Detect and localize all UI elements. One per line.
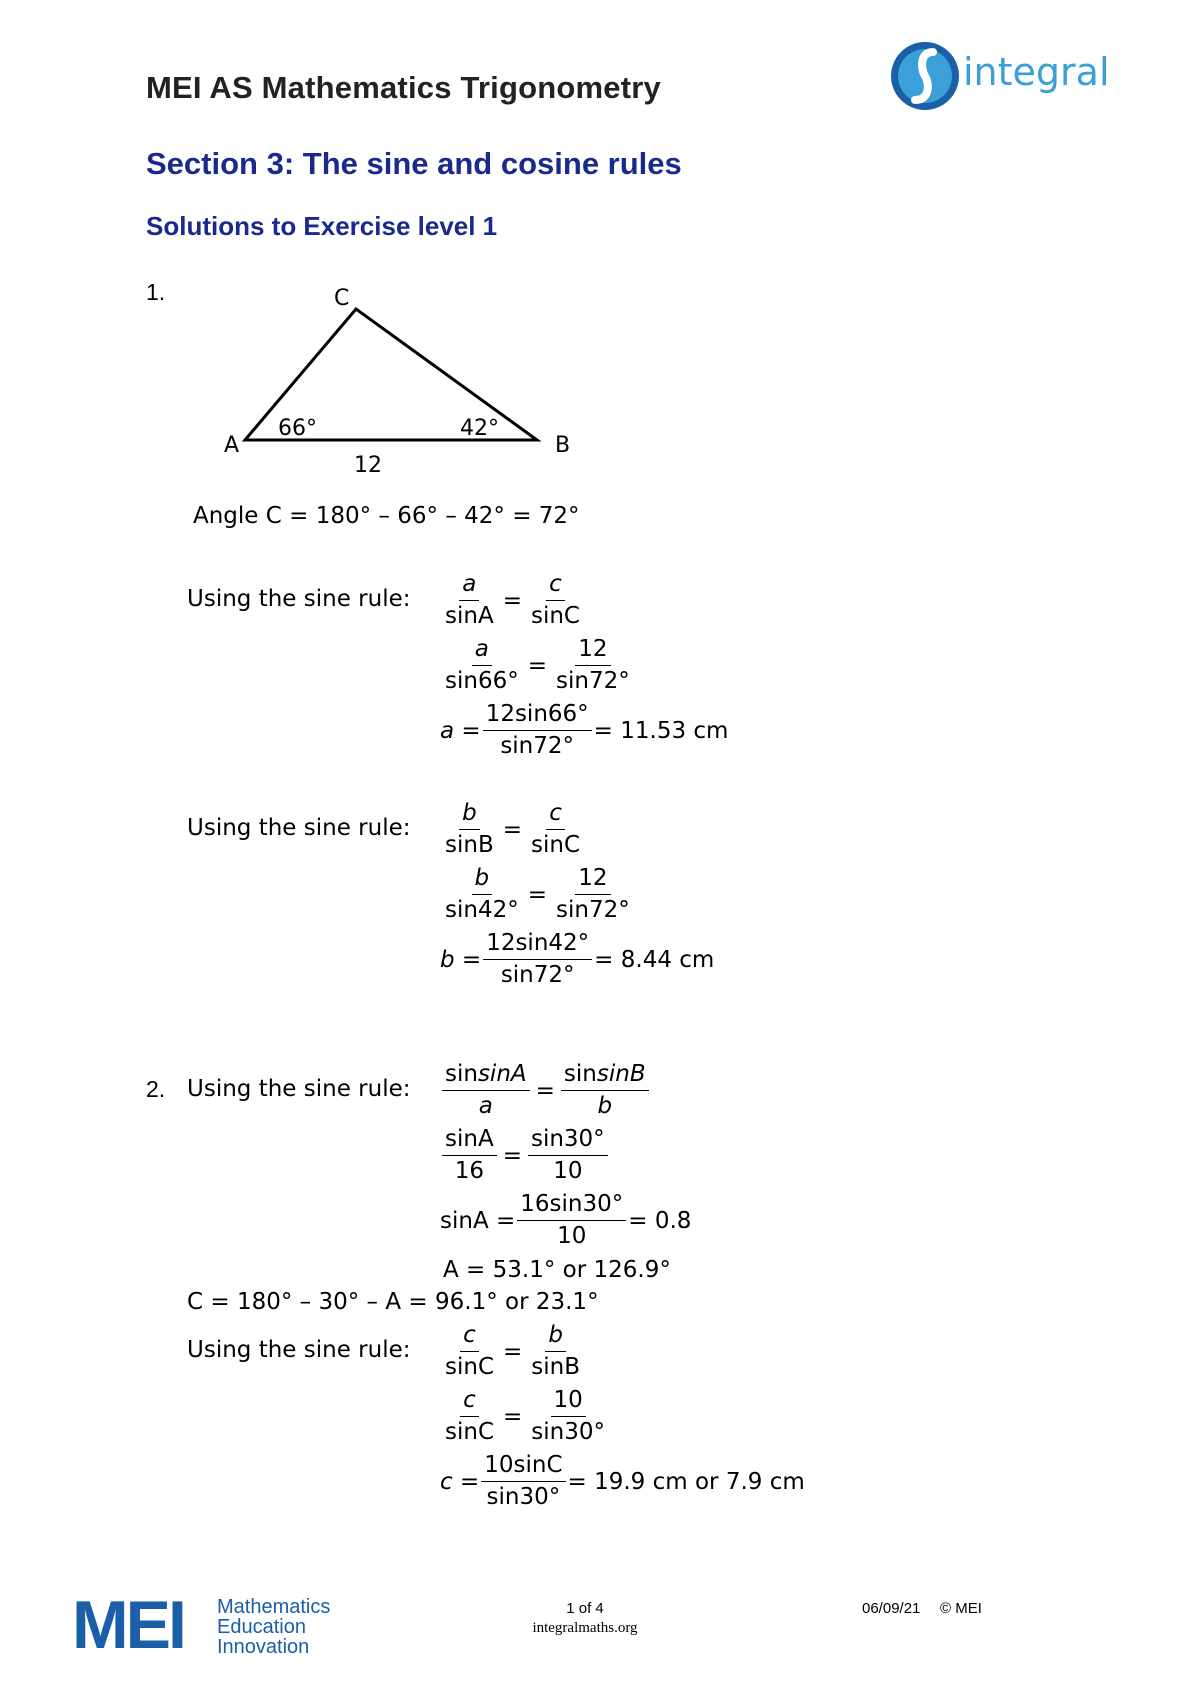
q1-equation-3: a = $\frac{12\sin 66^\circ}{\sin 72^\circ}$ = 11.53 cm [440, 701, 729, 759]
sine-rule-label: Using the sine rule: [187, 586, 411, 612]
q1-equation-4: $\frac{b}{\sin B}$ = $\frac{c}{\sin C}$ [445, 800, 581, 858]
mei-logo-letters: MEI [72, 1587, 184, 1663]
question-number-2: 2. [146, 1076, 166, 1102]
q2-equation-1: $\frac{\text{sinsinA}}{a}$ = $\frac{\text{sinsinB}}{b}$ [440, 1061, 651, 1120]
q1-equation-2: $\frac{a}{\sin 66^\circ}$ = $\frac{12}{\sin 72^\circ}$ [445, 636, 630, 694]
mei-logo-line3: Innovation [217, 1636, 310, 1658]
vertex-a-label: A [224, 433, 240, 458]
q1-equation-1: $\frac{a}{\sin A}$ = $\frac{c}{\sin C}$ [445, 571, 580, 629]
angle-a-label: 66° [278, 416, 317, 441]
integral-logo-icon [885, 36, 975, 116]
sine-rule-label: Using the sine rule: [187, 1337, 411, 1363]
page-number: 1 of 4 [566, 1600, 604, 1617]
sine-rule-label: Using the sine rule: [187, 815, 411, 841]
mei-logo-line1: Mathematics [217, 1596, 331, 1618]
q2-equation-4: A = 53.1° or 126.9° [443, 1257, 671, 1283]
mei-logo-line2: Education [217, 1616, 306, 1638]
angle-c-calculation: Angle C = 180° – 66° – 42° = 72° [193, 503, 580, 529]
website-link[interactable]: integralmaths.org [532, 1620, 638, 1636]
document-title: MEI AS Mathematics Trigonometry [146, 70, 661, 105]
mei-logo [72, 1587, 392, 1664]
integral-logo-text: integral [963, 50, 1110, 94]
footer-date: 06/09/21 [862, 1600, 921, 1617]
vertex-c-label: C [334, 286, 350, 311]
q2-equation-7: c = $\frac{10\sin C}{\sin 30^\circ}$ = 19.9 cm or 7.9 cm [440, 1452, 805, 1510]
q2-c-calculation: C = 180° – 30° – A = 96.1° or 23.1° [187, 1289, 599, 1315]
q2-equation-5: $\frac{c}{\sin C}$ = $\frac{b}{\sin B}$ [445, 1322, 581, 1380]
q2-equation-6: $\frac{c}{\sin C}$ = $\frac{10}{\sin 30^\circ}$ [445, 1387, 606, 1445]
sine-rule-label: Using the sine rule: [187, 1076, 411, 1102]
side-ab-label: 12 [354, 453, 382, 478]
q1-equation-5: $\frac{b}{\sin 42^\circ}$ = $\frac{12}{\sin 72^\circ}$ [445, 865, 630, 923]
footer-copyright: © MEI [940, 1600, 982, 1617]
triangle-diagram [210, 280, 570, 480]
angle-b-label: 42° [460, 416, 499, 441]
question-number-1: 1. [146, 279, 166, 305]
q1-equation-6: b = $\frac{12\sin 42^\circ}{\sin 72^\circ}$ = 8.44 cm [440, 930, 715, 988]
q2-equation-2: $\frac{\sin A}{16}$ = $\frac{\sin 30^\circ}{10}$ [440, 1126, 610, 1185]
q2-equation-3: sinA = $\frac{16\sin 30^\circ}{10}$ = 0.8 [440, 1191, 692, 1249]
section-heading: Section 3: The sine and cosine rules [146, 146, 682, 181]
subsection-heading: Solutions to Exercise level 1 [146, 211, 498, 241]
integral-logo [885, 36, 1115, 116]
vertex-b-label: B [555, 433, 570, 458]
